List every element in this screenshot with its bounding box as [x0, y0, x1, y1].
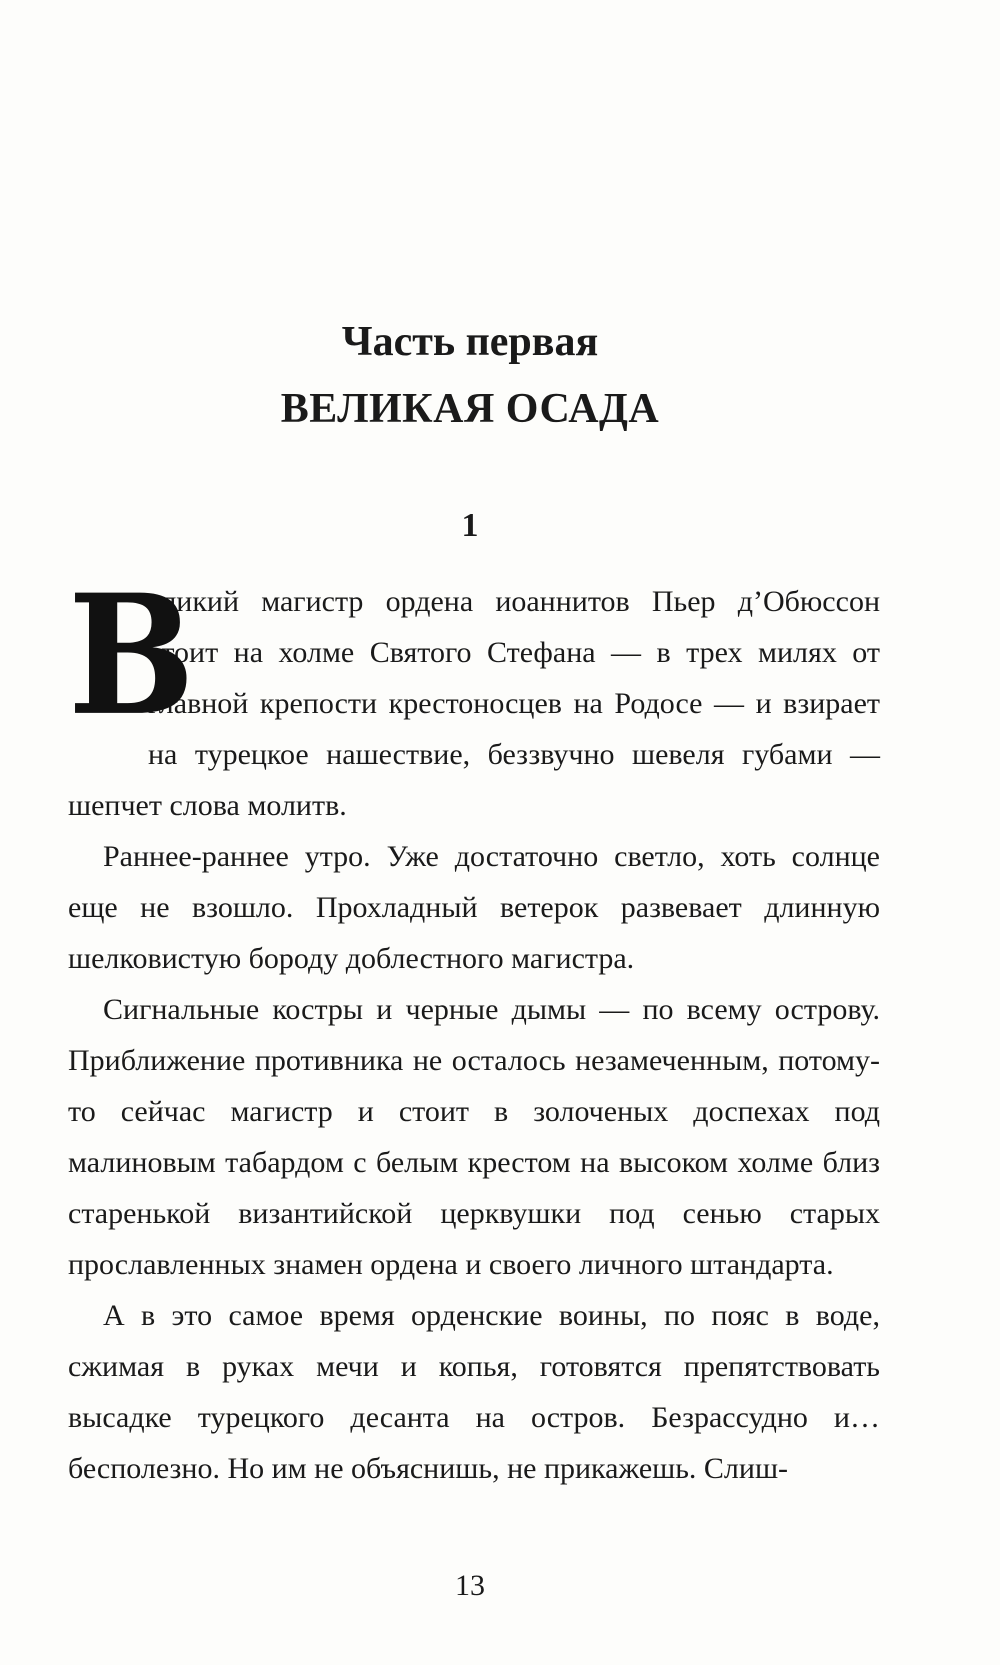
- part-title: Часть первая: [341, 319, 599, 365]
- paragraph-2: Раннее-раннее утро. Уже достаточно светло, хоть солнце еще не взошло. Прохладный ветерок развевает длинную шелковистую бороду доблестного магистра.: [68, 840, 880, 975]
- paragraph-3: Сигнальные костры и черные дымы — по всему острову. Приближение противника не осталось незамеченным, потому-то сейчас магистр и стоит в золоченых доспехах под малиновым табардом с белым крестом на высоком холме близ старенькой византийской церквушки под сенью старых прославленных знамен ордена и своего личного штандарта.: [68, 993, 880, 1281]
- part-subtitle: ВЕЛИКАЯ ОСАДА: [280, 386, 660, 432]
- paragraph-4: А в это самое время орденские воины, по пояс в воде, сжимая в руках мечи и копья, готовятся препятствовать высадке турецкого десанта на остров. Безрассудно и… бесполезно. Но им не объяснишь, не прикажешь. Слиш-: [68, 1299, 880, 1485]
- page-number: 13: [455, 1569, 485, 1602]
- chapter-number: 1: [461, 507, 479, 544]
- body-text: [68, 558, 880, 1494]
- paragraph-1-text: еликий магистр ордена иоаннитов Пьер д’Обюссон стоит на холме Святого Стефана — в трех милях от главной крепости крестоносцев на Родосе — и взирает на турецкое нашествие, беззвучно шевеля губами — шепчет слова молитв.: [68, 585, 880, 822]
- paragraph-1: [68, 558, 880, 831]
- drop-cap: В: [68, 558, 195, 753]
